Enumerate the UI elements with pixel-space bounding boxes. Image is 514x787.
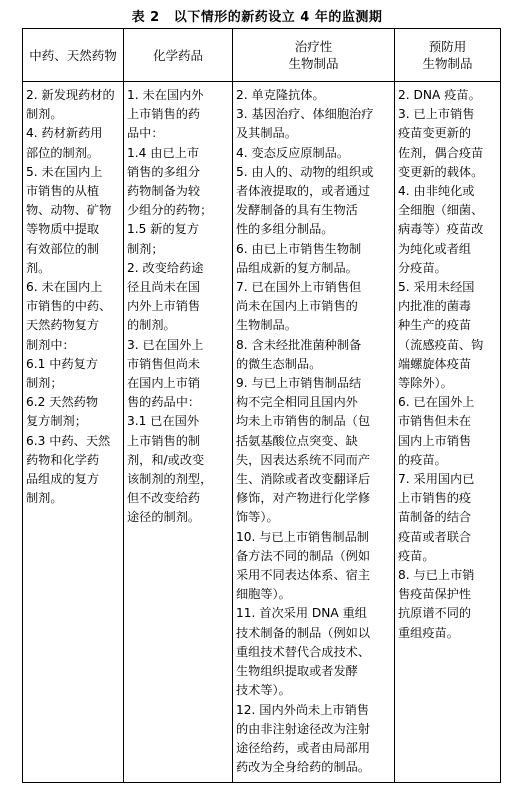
cell-text-line: 端螺旋体疫苗 bbox=[398, 356, 472, 371]
header-tcm bbox=[23, 29, 124, 82]
cell-text-line: 销售的多组分 bbox=[127, 164, 201, 179]
cell-text-line: 物、动物、矿物 bbox=[26, 203, 112, 218]
cell-text-line: 疫苗或者联合 bbox=[398, 529, 472, 544]
cell-text-line: 括氨基酸位点突变、缺 bbox=[236, 433, 358, 448]
cell-text-line: 12. 国内外尚未上市销售 bbox=[236, 702, 369, 717]
cell-text-line: 4. 变态反应原制品。 bbox=[236, 145, 350, 160]
table-caption: 以下情形的新药设立 4 年的监测期 bbox=[173, 10, 383, 25]
table-title bbox=[0, 6, 514, 25]
cell-text-line: 品组成的复方 bbox=[26, 472, 100, 487]
cell-text-line: 1. 未在国内外 bbox=[127, 88, 204, 102]
cell-text-line: 10. 与已上市销售制品制 bbox=[236, 529, 369, 544]
column-header-line: 生物制品 bbox=[422, 56, 473, 71]
column-header-line: 化学药品 bbox=[152, 47, 203, 63]
cell-text-line: 4. 由非纯化或 bbox=[398, 184, 475, 199]
cell-text-line: 上市销售的疫 bbox=[398, 491, 472, 506]
cell-text-line: 但不改变给药 bbox=[127, 491, 201, 506]
cell-text-line: 市销售但未在 bbox=[398, 414, 472, 429]
cell-chemical bbox=[124, 82, 233, 783]
cell-text-line: 6.2 天然药物 bbox=[26, 395, 99, 410]
cell-text-line: 4. 药材新药用 bbox=[26, 126, 103, 141]
cell-text-line: 6. 未在国内上 bbox=[26, 280, 103, 295]
cell-text-line: 的制剂。 bbox=[127, 318, 176, 333]
cell-text-line: 苗制备的结合 bbox=[398, 510, 472, 525]
cell-text-line: 售疫苗保护性 bbox=[398, 587, 472, 602]
cell-text-line: 技术制备的制品（例如以 bbox=[236, 625, 371, 640]
cell-text-line: 生、消除或者改变翻译后 bbox=[236, 472, 371, 487]
header-preventive-bio bbox=[395, 29, 501, 82]
cell-text-line: 部位的制剂。 bbox=[26, 145, 100, 160]
cell-text-line: 制剂中： bbox=[26, 337, 75, 352]
cell-text-line: 途径的制剂。 bbox=[127, 510, 201, 525]
cell-text-line: 售的药品中： bbox=[127, 395, 201, 410]
cell-text-line: 品中： bbox=[127, 126, 164, 141]
cell-text-line: 备方法不同的制品（例如 bbox=[236, 548, 371, 563]
cell-text-line: 饰等）。 bbox=[236, 510, 279, 525]
cell-text-line: 5. 由人的、动物的组织或 bbox=[236, 164, 374, 179]
cell-text-line: 重组疫苗。 bbox=[398, 625, 459, 640]
cell-text-line: 种生产的疫苗 bbox=[398, 318, 472, 333]
cell-text-line: 者体液提取的，或者通过 bbox=[236, 184, 371, 199]
cell-text-line: 3.1 已在国外 bbox=[127, 414, 200, 429]
header-therapeutic-bio bbox=[233, 29, 395, 82]
cell-text-line: 6. 已在国外上 bbox=[398, 395, 475, 410]
cell-text-line: 及其制品。 bbox=[236, 126, 297, 141]
cell-text-line: 该制剂的剂型， bbox=[127, 472, 213, 487]
header-chemical bbox=[124, 29, 233, 82]
cell-text-line: 品组成新的复方制品。 bbox=[236, 260, 358, 275]
cell-text-line: 市销售的从植 bbox=[26, 184, 100, 199]
cell-text-line: 生物制品。 bbox=[236, 318, 297, 333]
cell-text-line: 少组分的药物； bbox=[127, 203, 213, 218]
cell-therapeutic-bio bbox=[233, 82, 395, 783]
cell-text-line: 发酵制备的具有生物活 bbox=[236, 203, 358, 218]
cell-text-line: 的微生态制品。 bbox=[236, 356, 322, 371]
cell-text-line: 3. 基因治疗、体细胞治疗 bbox=[236, 107, 374, 122]
cell-text-line: 6.1 中药复方 bbox=[26, 356, 99, 371]
cell-text-line: 制剂。 bbox=[26, 491, 63, 506]
cell-text-line: 的由非注射途径改为注射 bbox=[236, 721, 371, 736]
cell-text-line: 均未上市销售的制品（包 bbox=[236, 414, 371, 429]
cell-text-line: （流感疫苗、钩 bbox=[398, 337, 484, 352]
cell-text-line: 疫苗。 bbox=[398, 548, 435, 563]
cell-text-line: 天然药物复方 bbox=[26, 318, 100, 333]
column-header-line: 治疗性 bbox=[294, 39, 333, 54]
cell-text-line: 5. 采用未经国 bbox=[398, 280, 475, 295]
cell-text-line: 2. 单克隆抗体。 bbox=[236, 88, 325, 102]
cell-text-line: 复方制剂； bbox=[26, 414, 87, 429]
cell-text-line: 6.3 中药、天然 bbox=[26, 433, 111, 448]
monitoring-period-table bbox=[22, 28, 501, 783]
cell-text-line: 2. 改变给药途 bbox=[127, 260, 204, 275]
cell-text-line: 性的多组分制品。 bbox=[236, 222, 334, 237]
cell-text-line: 采用不同表达体系、宿主 bbox=[236, 568, 371, 583]
cell-text-line: 1.4 由已上市 bbox=[127, 145, 200, 160]
table-row bbox=[23, 82, 501, 783]
cell-text-line: 尚未在国内上市销售的 bbox=[236, 299, 358, 314]
cell-text-line: 病毒等）疫苗改 bbox=[398, 222, 484, 237]
cell-text-line: 8. 与已上市销 bbox=[398, 568, 475, 583]
cell-text-line: 技术等）。 bbox=[236, 683, 291, 698]
cell-text-line: 生物组织提取或者发酵 bbox=[236, 664, 358, 679]
cell-text-line: 全细胞（细菌、 bbox=[398, 203, 484, 218]
cell-text-line: 内外上市销售 bbox=[127, 299, 201, 314]
cell-text-line: 制剂； bbox=[127, 241, 164, 256]
column-header-line: 生物制品 bbox=[288, 56, 339, 71]
cell-text-line: 2. DNA 疫苗。 bbox=[398, 88, 481, 102]
table-number: 表 2 bbox=[131, 10, 160, 25]
cell-text-line: 市销售的中药、 bbox=[26, 299, 112, 314]
cell-text-line: 径且尚未在国 bbox=[127, 280, 201, 295]
cell-text-line: 佐剂，偶合疫苗 bbox=[398, 145, 484, 160]
cell-text-line: 变更新的载体。 bbox=[398, 164, 484, 179]
cell-text-line: 上市销售的药 bbox=[127, 107, 201, 122]
cell-text-line: 上市销售的制 bbox=[127, 433, 201, 448]
cell-text-line: 抗原谱不同的 bbox=[398, 606, 472, 621]
column-header-line: 中药、天然药物 bbox=[29, 47, 117, 63]
cell-text-line: 修饰，对产物进行化学修 bbox=[236, 491, 371, 506]
cell-text-line: 3. 已在国外上 bbox=[127, 337, 204, 352]
cell-text-line: 等物质中提取 bbox=[26, 222, 100, 237]
cell-text-line: 药物制备为较 bbox=[127, 184, 201, 199]
cell-text-line: 市销售但尚未 bbox=[127, 356, 201, 371]
cell-text-line: 国内上市销售 bbox=[398, 433, 472, 448]
cell-text-line: 有效部位的制 bbox=[26, 241, 100, 256]
cell-text-line: 等除外）。 bbox=[398, 376, 453, 391]
cell-text-line: 分疫苗。 bbox=[398, 260, 447, 275]
cell-text-line: 6. 由已上市销售生物制 bbox=[236, 241, 362, 256]
cell-text-line: 11. 首次采用 DNA 重组 bbox=[236, 606, 367, 621]
cell-text-line: 内批准的菌毒 bbox=[398, 299, 472, 314]
cell-text-line: 细胞等）。 bbox=[236, 587, 291, 602]
cell-text-line: 1.5 新的复方 bbox=[127, 222, 200, 237]
cell-text-line: 为纯化或者组 bbox=[398, 241, 472, 256]
cell-preventive-bio bbox=[395, 82, 501, 783]
cell-text-line: 剂，和/或改变 bbox=[127, 452, 205, 467]
cell-text-line: 的疫苗。 bbox=[398, 452, 447, 467]
column-header-line: 预防用 bbox=[428, 39, 467, 54]
cell-text-line: 5. 未在国内上 bbox=[26, 164, 103, 179]
cell-text-line: 8. 含未经批准菌种制备 bbox=[236, 337, 362, 352]
cell-text-line: 在国内上市销 bbox=[127, 376, 201, 391]
cell-text-line: 构不完全相同且国内外 bbox=[236, 395, 358, 410]
cell-text-line: 7. 采用国内已 bbox=[398, 472, 475, 487]
cell-text-line: 剂。 bbox=[26, 260, 51, 275]
cell-text-line: 重组技术替代合成技术、 bbox=[236, 644, 371, 659]
cell-text-line: 7. 已在国外上市销售但 bbox=[236, 280, 362, 295]
cell-text-line: 疫苗变更新的 bbox=[398, 126, 472, 141]
cell-text-line: 失，因表达系统不同而产 bbox=[236, 452, 371, 467]
cell-tcm bbox=[23, 82, 124, 783]
cell-text-line: 2. 新发现药材的 bbox=[26, 88, 115, 102]
cell-text-line: 药改为全身给药的制品。 bbox=[236, 760, 371, 775]
cell-text-line: 3. 已上市销售 bbox=[398, 107, 475, 122]
cell-text-line: 制剂； bbox=[26, 376, 63, 391]
cell-text-line: 药物和化学药 bbox=[26, 452, 100, 467]
cell-text-line: 制剂。 bbox=[26, 107, 63, 122]
cell-text-line: 途径给药，或者由局部用 bbox=[236, 740, 371, 755]
cell-text-line: 9. 与已上市销售制品结 bbox=[236, 376, 362, 391]
